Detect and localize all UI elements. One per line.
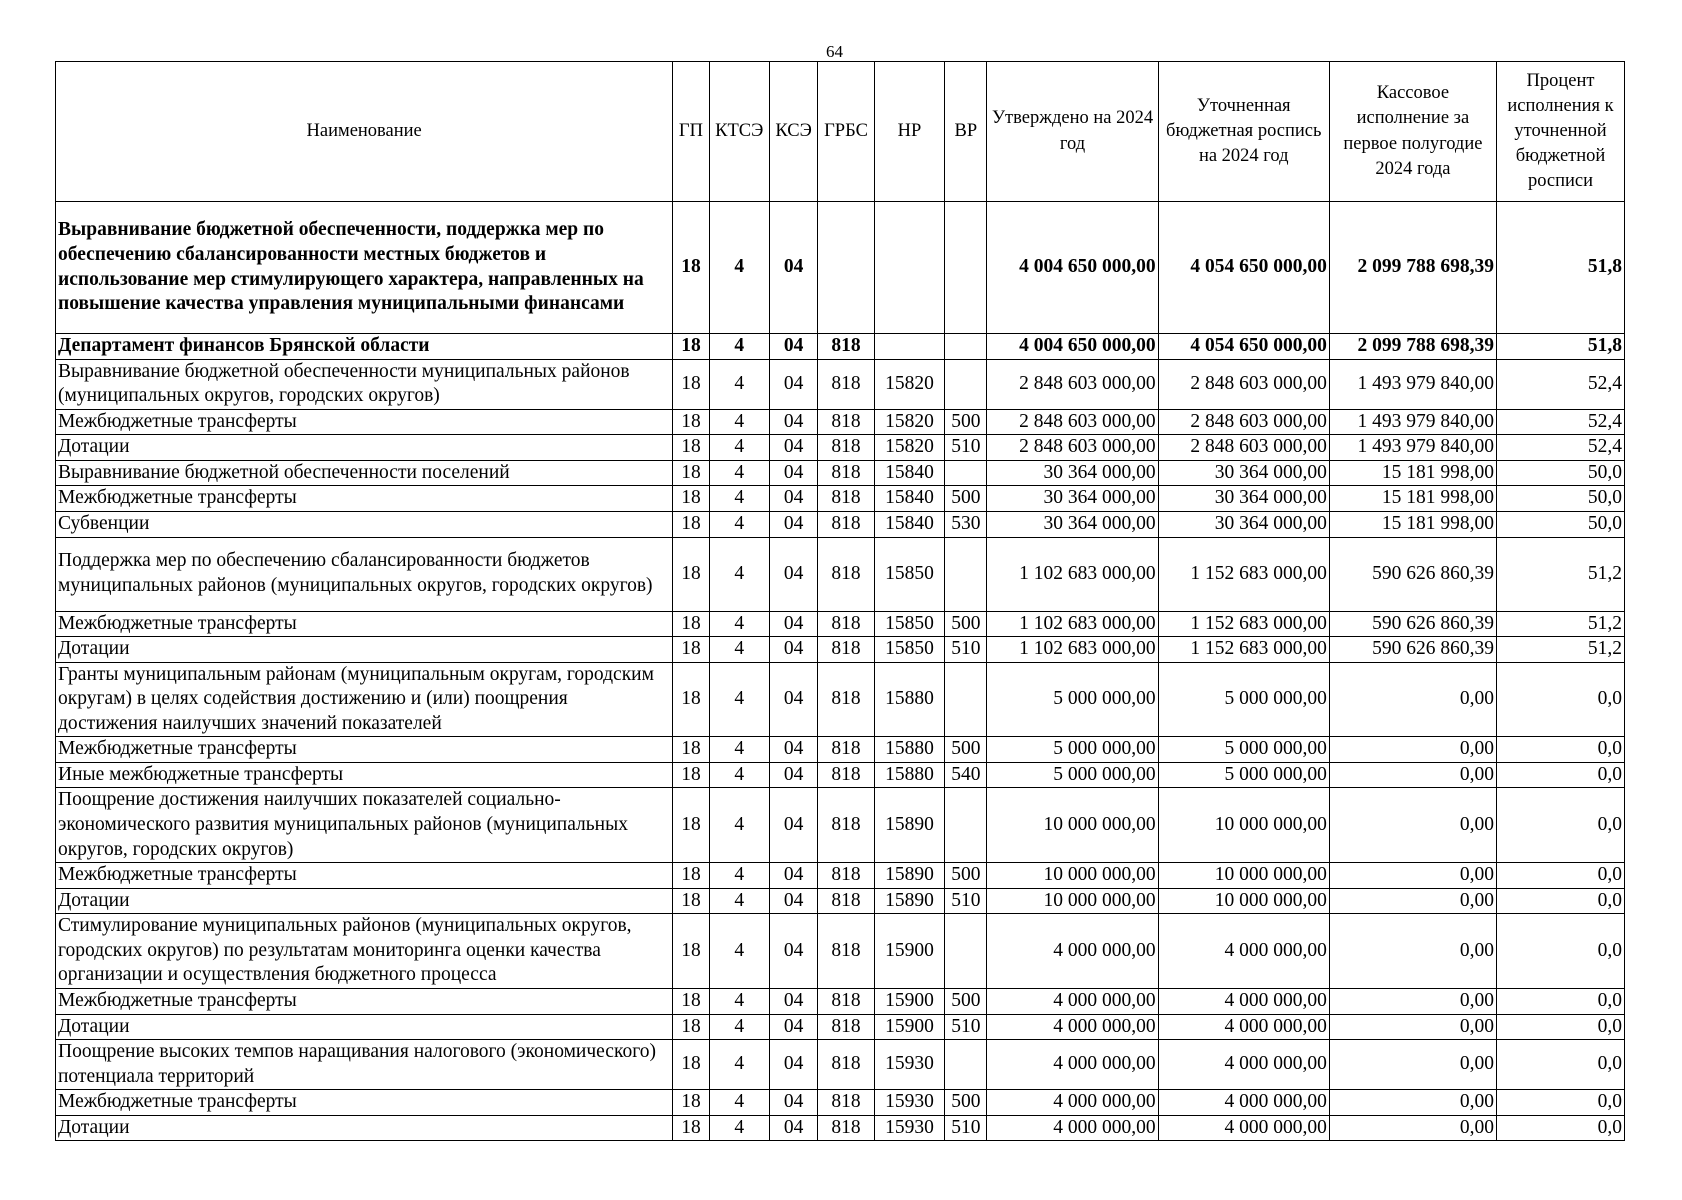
cell-grbs: 818 [818, 888, 874, 914]
table-row [56, 788, 1625, 863]
header-np: НР [874, 62, 944, 202]
cell-kse: 04 [769, 914, 817, 989]
cell-approved: 2 848 603 000,00 [987, 435, 1158, 461]
cell-approved: 4 000 000,00 [987, 1115, 1158, 1141]
cell-gp: 18 [673, 988, 709, 1014]
cell-cash: 2 099 788 698,39 [1329, 334, 1496, 360]
cell-np: 15820 [874, 435, 944, 461]
cell-approved: 5 000 000,00 [987, 662, 1158, 737]
cell-cash: 0,00 [1329, 762, 1496, 788]
cell-revised: 30 364 000,00 [1158, 486, 1329, 512]
cell-ktse: 4 [709, 334, 769, 360]
cell-name: Межбюджетные трансферты [56, 988, 673, 1014]
cell-cash: 590 626 860,39 [1329, 611, 1496, 637]
cell-vr: 510 [945, 1014, 987, 1040]
cell-name: Иные межбюджетные трансферты [56, 762, 673, 788]
cell-np [874, 202, 944, 334]
cell-gp: 18 [673, 409, 709, 435]
page-number: 64 [826, 42, 843, 61]
cell-name: Выравнивание бюджетной обеспеченности муниципальных районов (муниципальных округов, городских округов) [56, 359, 673, 409]
cell-gp: 18 [673, 1014, 709, 1040]
cell-name: Дотации [56, 888, 673, 914]
cell-gp: 18 [673, 637, 709, 663]
cell-name: Поддержка мер по обеспечению сбалансированности бюджетов муниципальных районов (муниципальных округов, городских округов) [56, 537, 673, 611]
cell-percent: 0,0 [1497, 737, 1625, 763]
header-cash: Кассовое исполнение за первое полугодие 2024 года [1329, 62, 1496, 202]
header-percent: Процент исполнения к уточненной бюджетной росписи [1497, 62, 1625, 202]
cell-np: 15930 [874, 1040, 944, 1090]
cell-percent: 0,0 [1497, 1014, 1625, 1040]
cell-name: Дотации [56, 1115, 673, 1141]
cell-revised: 4 054 650 000,00 [1158, 334, 1329, 360]
cell-cash: 1 493 979 840,00 [1329, 359, 1496, 409]
cell-gp: 18 [673, 788, 709, 863]
cell-vr: 500 [945, 737, 987, 763]
table-row [56, 737, 1625, 763]
cell-np: 15880 [874, 762, 944, 788]
cell-approved: 4 000 000,00 [987, 914, 1158, 989]
cell-cash: 1 493 979 840,00 [1329, 409, 1496, 435]
cell-gp: 18 [673, 334, 709, 360]
cell-vr: 500 [945, 409, 987, 435]
cell-vr: 500 [945, 1090, 987, 1116]
table-row [56, 409, 1625, 435]
cell-ktse: 4 [709, 788, 769, 863]
cell-revised: 4 000 000,00 [1158, 988, 1329, 1014]
cell-np: 15820 [874, 359, 944, 409]
cell-percent: 51,8 [1497, 202, 1625, 334]
cell-revised: 30 364 000,00 [1158, 511, 1329, 537]
cell-grbs: 818 [818, 737, 874, 763]
cell-revised: 4 054 650 000,00 [1158, 202, 1329, 334]
cell-grbs: 818 [818, 435, 874, 461]
cell-gp: 18 [673, 737, 709, 763]
cell-kse: 04 [769, 988, 817, 1014]
header-approved: Утверждено на 2024 год [987, 62, 1158, 202]
cell-ktse: 4 [709, 486, 769, 512]
cell-gp: 18 [673, 762, 709, 788]
cell-name: Департамент финансов Брянской области [56, 334, 673, 360]
cell-cash: 2 099 788 698,39 [1329, 202, 1496, 334]
cell-kse: 04 [769, 611, 817, 637]
cell-vr [945, 334, 987, 360]
cell-revised: 1 152 683 000,00 [1158, 611, 1329, 637]
cell-grbs: 818 [818, 611, 874, 637]
cell-vr: 510 [945, 888, 987, 914]
table-row [56, 611, 1625, 637]
cell-approved: 4 000 000,00 [987, 1014, 1158, 1040]
cell-kse: 04 [769, 1090, 817, 1116]
cell-gp: 18 [673, 537, 709, 611]
cell-name: Субвенции [56, 511, 673, 537]
header-ktse: КТСЭ [709, 62, 769, 202]
cell-ktse: 4 [709, 888, 769, 914]
cell-grbs: 818 [818, 334, 874, 360]
cell-approved: 4 000 000,00 [987, 1090, 1158, 1116]
cell-grbs: 818 [818, 1014, 874, 1040]
cell-vr [945, 914, 987, 989]
cell-revised: 10 000 000,00 [1158, 863, 1329, 889]
cell-revised: 4 000 000,00 [1158, 1090, 1329, 1116]
cell-gp: 18 [673, 511, 709, 537]
cell-approved: 1 102 683 000,00 [987, 637, 1158, 663]
cell-approved: 30 364 000,00 [987, 486, 1158, 512]
table-row [56, 762, 1625, 788]
cell-approved: 10 000 000,00 [987, 888, 1158, 914]
cell-np: 15930 [874, 1090, 944, 1116]
cell-ktse: 4 [709, 988, 769, 1014]
cell-cash: 0,00 [1329, 988, 1496, 1014]
cell-np: 15900 [874, 1014, 944, 1040]
table-header-row [56, 62, 1625, 202]
cell-grbs: 818 [818, 409, 874, 435]
cell-approved: 4 000 000,00 [987, 1040, 1158, 1090]
cell-kse: 04 [769, 511, 817, 537]
cell-kse: 04 [769, 537, 817, 611]
cell-grbs: 818 [818, 1040, 874, 1090]
cell-kse: 04 [769, 762, 817, 788]
cell-revised: 4 000 000,00 [1158, 1040, 1329, 1090]
cell-np: 15850 [874, 611, 944, 637]
cell-percent: 0,0 [1497, 762, 1625, 788]
cell-percent: 50,0 [1497, 511, 1625, 537]
cell-approved: 1 102 683 000,00 [987, 537, 1158, 611]
cell-name: Выравнивание бюджетной обеспеченности поселений [56, 460, 673, 486]
cell-ktse: 4 [709, 737, 769, 763]
cell-gp: 18 [673, 1090, 709, 1116]
cell-revised: 4 000 000,00 [1158, 1014, 1329, 1040]
cell-vr [945, 788, 987, 863]
cell-vr [945, 202, 987, 334]
cell-percent: 0,0 [1497, 914, 1625, 989]
cell-percent: 52,4 [1497, 359, 1625, 409]
cell-revised: 5 000 000,00 [1158, 737, 1329, 763]
cell-cash: 0,00 [1329, 1040, 1496, 1090]
table-row [56, 334, 1625, 360]
cell-np: 15900 [874, 988, 944, 1014]
table-row [56, 863, 1625, 889]
cell-gp: 18 [673, 486, 709, 512]
cell-grbs: 818 [818, 914, 874, 989]
cell-percent: 50,0 [1497, 460, 1625, 486]
cell-cash: 0,00 [1329, 888, 1496, 914]
cell-kse: 04 [769, 359, 817, 409]
cell-cash: 0,00 [1329, 788, 1496, 863]
cell-cash: 0,00 [1329, 662, 1496, 737]
cell-cash: 15 181 998,00 [1329, 460, 1496, 486]
cell-ktse: 4 [709, 914, 769, 989]
cell-cash: 0,00 [1329, 1090, 1496, 1116]
cell-revised: 2 848 603 000,00 [1158, 359, 1329, 409]
cell-revised: 1 152 683 000,00 [1158, 537, 1329, 611]
cell-gp: 18 [673, 662, 709, 737]
cell-gp: 18 [673, 359, 709, 409]
cell-cash: 0,00 [1329, 1115, 1496, 1141]
cell-np: 15840 [874, 511, 944, 537]
cell-kse: 04 [769, 788, 817, 863]
cell-percent: 51,2 [1497, 637, 1625, 663]
cell-vr [945, 1040, 987, 1090]
cell-gp: 18 [673, 435, 709, 461]
cell-vr: 510 [945, 1115, 987, 1141]
table-row [56, 1040, 1625, 1090]
cell-vr: 510 [945, 637, 987, 663]
cell-percent: 52,4 [1497, 409, 1625, 435]
cell-vr: 540 [945, 762, 987, 788]
table-row [56, 202, 1625, 334]
cell-ktse: 4 [709, 1090, 769, 1116]
cell-vr [945, 460, 987, 486]
cell-np: 15820 [874, 409, 944, 435]
table-row [56, 1115, 1625, 1141]
cell-np: 15880 [874, 662, 944, 737]
cell-ktse: 4 [709, 511, 769, 537]
cell-name: Выравнивание бюджетной обеспеченности, поддержка мер по обеспечению сбалансированности местных бюджетов и использование мер стимулирующего характера, направленных на повышение качества управления муниципальными финансами [56, 202, 673, 334]
cell-revised: 4 000 000,00 [1158, 1115, 1329, 1141]
cell-grbs: 818 [818, 988, 874, 1014]
cell-grbs: 818 [818, 359, 874, 409]
table-row [56, 662, 1625, 737]
budget-table [55, 61, 1625, 1141]
cell-grbs [818, 202, 874, 334]
cell-grbs: 818 [818, 460, 874, 486]
cell-gp: 18 [673, 611, 709, 637]
cell-vr: 500 [945, 486, 987, 512]
cell-cash: 0,00 [1329, 863, 1496, 889]
cell-kse: 04 [769, 637, 817, 663]
cell-name: Межбюджетные трансферты [56, 611, 673, 637]
cell-cash: 15 181 998,00 [1329, 511, 1496, 537]
cell-kse: 04 [769, 1014, 817, 1040]
cell-revised: 2 848 603 000,00 [1158, 435, 1329, 461]
cell-vr [945, 359, 987, 409]
cell-grbs: 818 [818, 511, 874, 537]
cell-kse: 04 [769, 888, 817, 914]
cell-name: Межбюджетные трансферты [56, 409, 673, 435]
cell-name: Стимулирование муниципальных районов (муниципальных округов, городских округов) по результатам мониторинга оценки качества организации и осуществления бюджетного процесса [56, 914, 673, 989]
table-row [56, 1090, 1625, 1116]
header-kse: КСЭ [769, 62, 817, 202]
cell-name: Дотации [56, 1014, 673, 1040]
cell-grbs: 818 [818, 863, 874, 889]
cell-revised: 1 152 683 000,00 [1158, 637, 1329, 663]
cell-ktse: 4 [709, 863, 769, 889]
cell-name: Поощрение высоких темпов наращивания налогового (экономического) потенциала территорий [56, 1040, 673, 1090]
cell-name: Межбюджетные трансферты [56, 737, 673, 763]
cell-ktse: 4 [709, 537, 769, 611]
header-name: Наименование [56, 62, 673, 202]
cell-approved: 2 848 603 000,00 [987, 409, 1158, 435]
cell-vr: 500 [945, 988, 987, 1014]
cell-approved: 4 004 650 000,00 [987, 334, 1158, 360]
cell-np: 15890 [874, 888, 944, 914]
cell-kse: 04 [769, 202, 817, 334]
cell-percent: 0,0 [1497, 1040, 1625, 1090]
cell-ktse: 4 [709, 1040, 769, 1090]
cell-name: Межбюджетные трансферты [56, 863, 673, 889]
cell-gp: 18 [673, 1115, 709, 1141]
cell-grbs: 818 [818, 486, 874, 512]
cell-np: 15930 [874, 1115, 944, 1141]
table-body [56, 202, 1625, 1141]
cell-np: 15850 [874, 637, 944, 663]
cell-revised: 2 848 603 000,00 [1158, 409, 1329, 435]
cell-gp: 18 [673, 888, 709, 914]
cell-kse: 04 [769, 737, 817, 763]
cell-ktse: 4 [709, 637, 769, 663]
table-row [56, 914, 1625, 989]
cell-kse: 04 [769, 435, 817, 461]
table-row [56, 460, 1625, 486]
table-row [56, 637, 1625, 663]
cell-ktse: 4 [709, 611, 769, 637]
cell-ktse: 4 [709, 1115, 769, 1141]
cell-percent: 51,8 [1497, 334, 1625, 360]
cell-percent: 51,2 [1497, 611, 1625, 637]
cell-approved: 5 000 000,00 [987, 737, 1158, 763]
cell-grbs: 818 [818, 1090, 874, 1116]
table-row [56, 435, 1625, 461]
cell-name: Дотации [56, 637, 673, 663]
cell-approved: 1 102 683 000,00 [987, 611, 1158, 637]
cell-revised: 5 000 000,00 [1158, 762, 1329, 788]
cell-np: 15900 [874, 914, 944, 989]
cell-ktse: 4 [709, 460, 769, 486]
cell-gp: 18 [673, 202, 709, 334]
cell-percent: 0,0 [1497, 662, 1625, 737]
cell-kse: 04 [769, 1040, 817, 1090]
cell-kse: 04 [769, 409, 817, 435]
cell-name: Гранты муниципальным районам (муниципальным округам, городским округам) в целях содействия достижению и (или) поощрения достижения наилучших значений показателей [56, 662, 673, 737]
cell-grbs: 818 [818, 1115, 874, 1141]
cell-ktse: 4 [709, 435, 769, 461]
cell-cash: 590 626 860,39 [1329, 637, 1496, 663]
cell-cash: 0,00 [1329, 1014, 1496, 1040]
cell-gp: 18 [673, 460, 709, 486]
cell-ktse: 4 [709, 359, 769, 409]
cell-vr [945, 537, 987, 611]
cell-name: Поощрение достижения наилучших показателей социально-экономического развития муниципальных районов (муниципальных округов, городских округов) [56, 788, 673, 863]
cell-np: 15890 [874, 863, 944, 889]
header-gp: ГП [673, 62, 709, 202]
cell-kse: 04 [769, 334, 817, 360]
cell-np [874, 334, 944, 360]
cell-revised: 10 000 000,00 [1158, 788, 1329, 863]
cell-ktse: 4 [709, 762, 769, 788]
cell-name: Межбюджетные трансферты [56, 486, 673, 512]
table-row [56, 1014, 1625, 1040]
cell-cash: 1 493 979 840,00 [1329, 435, 1496, 461]
cell-np: 15850 [874, 537, 944, 611]
cell-approved: 30 364 000,00 [987, 511, 1158, 537]
header-vr: ВР [945, 62, 987, 202]
cell-gp: 18 [673, 1040, 709, 1090]
cell-np: 15890 [874, 788, 944, 863]
cell-grbs: 818 [818, 537, 874, 611]
cell-approved: 4 004 650 000,00 [987, 202, 1158, 334]
cell-gp: 18 [673, 914, 709, 989]
cell-grbs: 818 [818, 762, 874, 788]
cell-vr: 500 [945, 863, 987, 889]
cell-percent: 0,0 [1497, 1090, 1625, 1116]
cell-vr: 510 [945, 435, 987, 461]
cell-revised: 10 000 000,00 [1158, 888, 1329, 914]
cell-np: 15880 [874, 737, 944, 763]
cell-revised: 5 000 000,00 [1158, 662, 1329, 737]
cell-cash: 0,00 [1329, 914, 1496, 989]
table-row [56, 888, 1625, 914]
cell-grbs: 818 [818, 662, 874, 737]
cell-kse: 04 [769, 486, 817, 512]
table-row [56, 537, 1625, 611]
cell-percent: 0,0 [1497, 888, 1625, 914]
header-revised: Уточненная бюджетная роспись на 2024 год [1158, 62, 1329, 202]
cell-kse: 04 [769, 460, 817, 486]
cell-revised: 4 000 000,00 [1158, 914, 1329, 989]
cell-np: 15840 [874, 486, 944, 512]
cell-approved: 4 000 000,00 [987, 988, 1158, 1014]
cell-vr: 530 [945, 511, 987, 537]
cell-percent: 0,0 [1497, 988, 1625, 1014]
cell-revised: 30 364 000,00 [1158, 460, 1329, 486]
cell-approved: 2 848 603 000,00 [987, 359, 1158, 409]
cell-grbs: 818 [818, 637, 874, 663]
cell-kse: 04 [769, 662, 817, 737]
cell-percent: 50,0 [1497, 486, 1625, 512]
cell-ktse: 4 [709, 409, 769, 435]
cell-kse: 04 [769, 863, 817, 889]
cell-grbs: 818 [818, 788, 874, 863]
cell-gp: 18 [673, 863, 709, 889]
cell-cash: 590 626 860,39 [1329, 537, 1496, 611]
cell-name: Межбюджетные трансферты [56, 1090, 673, 1116]
cell-approved: 10 000 000,00 [987, 788, 1158, 863]
cell-kse: 04 [769, 1115, 817, 1141]
cell-ktse: 4 [709, 1014, 769, 1040]
cell-approved: 10 000 000,00 [987, 863, 1158, 889]
cell-percent: 51,2 [1497, 537, 1625, 611]
cell-percent: 52,4 [1497, 435, 1625, 461]
header-grbs: ГРБС [818, 62, 874, 202]
cell-percent: 0,0 [1497, 788, 1625, 863]
table-row [56, 988, 1625, 1014]
cell-cash: 0,00 [1329, 737, 1496, 763]
table-row [56, 486, 1625, 512]
cell-percent: 0,0 [1497, 1115, 1625, 1141]
table-row [56, 511, 1625, 537]
cell-ktse: 4 [709, 202, 769, 334]
table-row [56, 359, 1625, 409]
cell-percent: 0,0 [1497, 863, 1625, 889]
cell-vr: 500 [945, 611, 987, 637]
cell-approved: 5 000 000,00 [987, 762, 1158, 788]
cell-name: Дотации [56, 435, 673, 461]
cell-ktse: 4 [709, 662, 769, 737]
cell-cash: 15 181 998,00 [1329, 486, 1496, 512]
cell-np: 15840 [874, 460, 944, 486]
cell-vr [945, 662, 987, 737]
cell-approved: 30 364 000,00 [987, 460, 1158, 486]
